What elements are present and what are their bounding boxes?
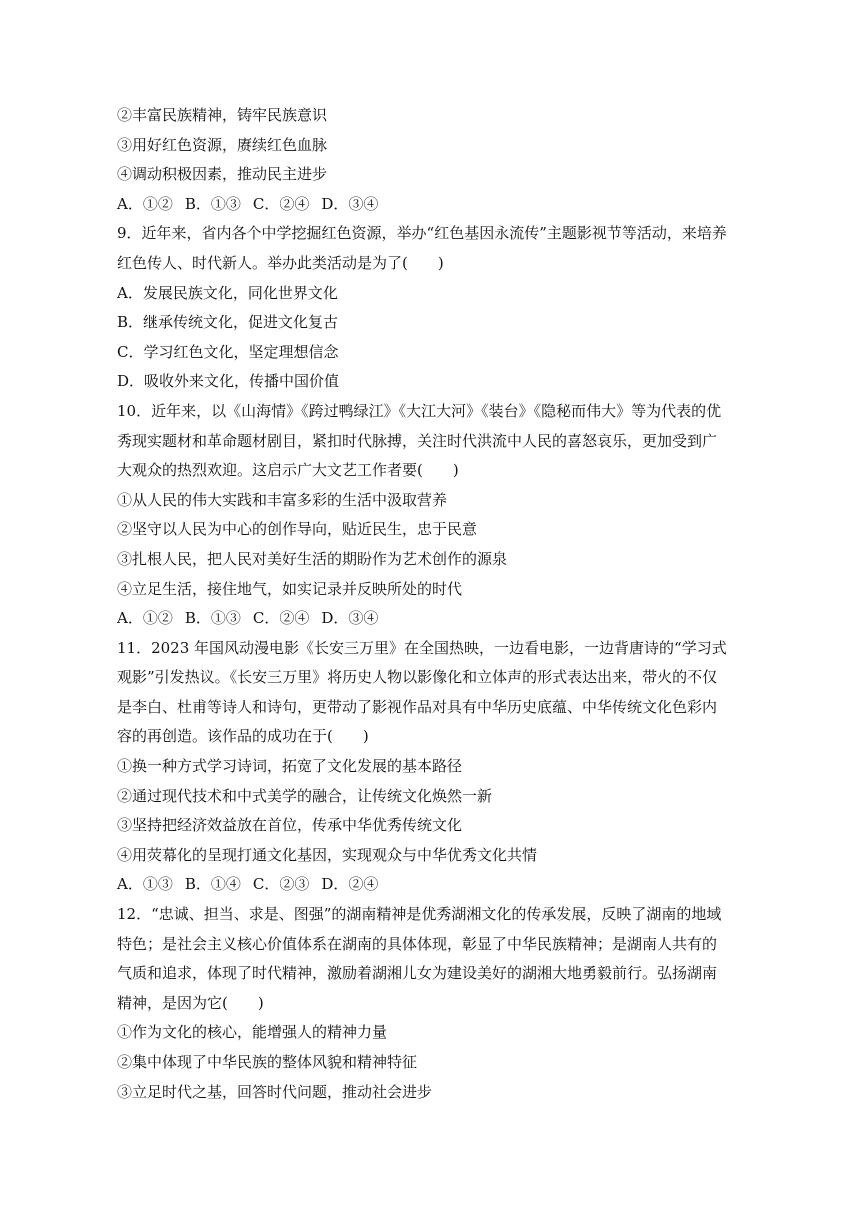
text-line: 容的再创造。该作品的成功在于( ) (117, 727, 369, 746)
text-line: 11．2023 年国风动漫电影《长安三万里》在全国热映，一边看电影，一边背唐诗的“学习式 (117, 638, 727, 657)
text-line: 秀现实题材和革命题材剧目，紧扣时代脉搏，关注时代洪流中人民的喜怒哀乐，更加受到广 (117, 431, 718, 450)
answer-option: A．①② (117, 194, 173, 213)
text-line: 9．近年来，省内各个中学挖掘红色资源，举办“红色基因永流传”主题影视节等活动，来培养 (117, 224, 727, 243)
answer-option: B．①③ (184, 194, 241, 213)
text-line: 12．“忠诚、担当、求是、图强”的湖南精神是优秀湖湘文化的传承发展，反映了湖南的地域 (117, 905, 722, 924)
text-line: ③坚持把经济效益放在首位，传承中华优秀传统文化 (117, 816, 463, 835)
text-line: C．学习红色文化，坚定理想信念 (117, 342, 339, 361)
text-line: ①从人民的伟大实践和丰富多彩的生活中汲取营养 (117, 490, 448, 509)
text-line: 特色；是社会主义核心价值体系在湖南的具体体现，彰显了中华民族精神；是湖南人共有的 (117, 934, 718, 953)
answer-option: A．①③ (117, 875, 173, 894)
answer-option: B．①③ (184, 609, 241, 628)
answer-options-line (117, 190, 742, 220)
answer-option: B．①④ (184, 875, 241, 894)
text-line: ③扎根人民，把人民对美好生活的期盼作为艺术创作的源泉 (117, 549, 508, 568)
answer-option: D．②④ (321, 875, 379, 894)
text-line: A．发展民族文化，同化世界文化 (117, 283, 338, 302)
text-line: ③立足时代之基，回答时代问题，推动社会进步 (117, 1082, 433, 1101)
answer-options-line (117, 604, 742, 634)
text-line: ②集中体现了中华民族的整体风貌和精神特征 (117, 1053, 418, 1071)
answer-option: C．②③ (252, 875, 310, 894)
text-line: D．吸收外来文化，传播中国价值 (117, 372, 340, 391)
text-line: ④立足生活，接住地气，如实记录并反映所处的时代 (117, 579, 463, 598)
text-line: ③用好红色资源，赓续红色血脉 (117, 135, 328, 154)
text-line: 观影”引发热议。《长安三万里》将历史人物以影像化和立体声的形式表达出来，带火的不仅 (117, 668, 718, 687)
text-line: ④调动积极因素，推动民主进步 (117, 165, 328, 184)
text-line: ①作为文化的核心，能增强人的精神力量 (117, 1023, 388, 1042)
text-line: ②通过现代技术和中式美学的融合，让传统文化焕然一新 (117, 786, 493, 805)
answer-option: D．③④ (321, 194, 379, 213)
text-line: ②丰富民族精神，铸牢民族意识 (117, 106, 328, 124)
text-line: ④用荧幕化的呈现打通文化基因，实现观众与中华优秀文化共情 (117, 845, 538, 864)
text-line: 气质和追求，体现了时代精神，激励着湖湘儿女为建设美好的湖湘大地勇毅前行。弘扬湖南 (117, 964, 718, 983)
text-line: 是李白、杜甫等诗人和诗句，更带动了影视作品对具有中华历史底蕴、中华传统文化色彩内 (117, 697, 718, 716)
text-line: 红色传人、时代新人。举办此类活动是为了( ) (117, 253, 444, 272)
text-line: 大观众的热烈欢迎。这启示广大文艺工作者要( ) (117, 461, 459, 480)
text-line: ②坚守以人民为中心的创作导向，贴近民生，忠于民意 (117, 520, 478, 539)
answer-option: C．②④ (252, 609, 310, 628)
text-line: 精神，是因为它( ) (117, 993, 264, 1012)
text-line: ①换一种方式学习诗词，拓宽了文化发展的基本路径 (117, 757, 463, 776)
text-line: 10．近年来，以《山海情》《跨过鸭绿江》《大江大河》《装台》《隐秘而伟大》等为代表的优 (117, 401, 722, 420)
answer-option: D．③④ (321, 609, 379, 628)
text-line: B．继承传统文化，促进文化复古 (117, 313, 339, 332)
answer-option: A．①② (117, 609, 173, 628)
answer-option: C．②④ (252, 194, 310, 213)
question-content (117, 101, 742, 1107)
answer-options-line (117, 870, 742, 900)
